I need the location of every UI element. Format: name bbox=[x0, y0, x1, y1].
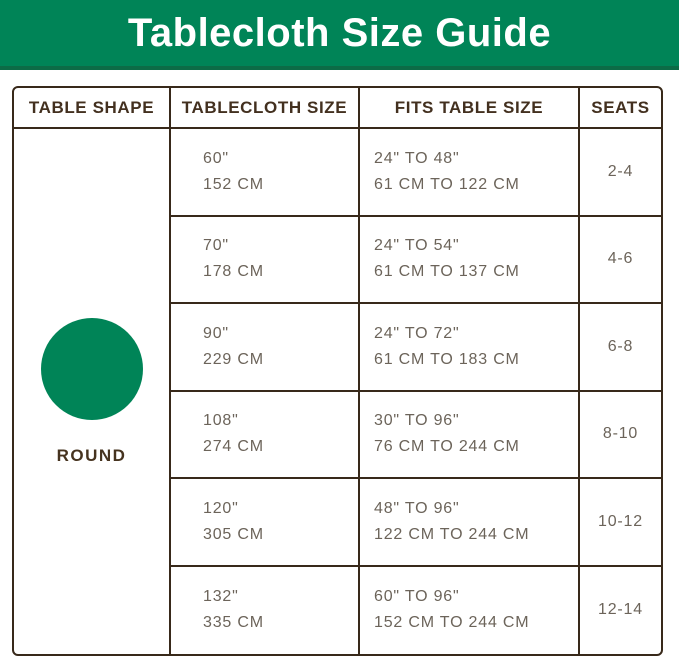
size-inch: 132" bbox=[203, 588, 239, 606]
fits-cm: 76 CM TO 244 CM bbox=[374, 438, 520, 456]
seats-value: 8-10 bbox=[602, 425, 639, 443]
table-row-2-size bbox=[171, 217, 360, 305]
size-inch: 60" bbox=[203, 149, 229, 167]
fits-cm: 152 CM TO 244 CM bbox=[374, 614, 530, 632]
table-row-3-seats bbox=[580, 304, 661, 392]
size-cm: 178 CM bbox=[203, 263, 264, 281]
table-row-6-size bbox=[171, 567, 360, 655]
fits-inch: 60" TO 96" bbox=[374, 588, 460, 606]
seats-value: 10-12 bbox=[598, 512, 643, 530]
fits-cm: 61 CM TO 122 CM bbox=[374, 175, 520, 193]
header-fits-table-size: FITS TABLE SIZE bbox=[360, 88, 580, 129]
table-row-1-seats bbox=[580, 129, 661, 217]
table-row-5-size bbox=[171, 479, 360, 567]
table-row-1-size bbox=[171, 129, 360, 217]
fits-cm: 122 CM TO 244 CM bbox=[374, 525, 530, 543]
seats-value: 2-4 bbox=[607, 162, 634, 180]
page-title: Tablecloth Size Guide bbox=[127, 10, 552, 55]
size-inch: 90" bbox=[203, 324, 229, 342]
size-cm: 335 CM bbox=[203, 614, 264, 632]
table-row-5-seats bbox=[580, 479, 661, 567]
size-inch: 120" bbox=[203, 499, 239, 517]
table-row-4-seats bbox=[580, 392, 661, 480]
table-row-4-size bbox=[171, 392, 360, 480]
size-inch: 70" bbox=[203, 237, 229, 255]
fits-inch: 24" TO 72" bbox=[374, 324, 460, 342]
table-row-4-fits bbox=[360, 392, 580, 480]
size-cm: 274 CM bbox=[203, 438, 264, 456]
size-cm: 229 CM bbox=[203, 350, 264, 368]
seats-value: 4-6 bbox=[607, 250, 634, 268]
fits-cm: 61 CM TO 137 CM bbox=[374, 263, 520, 281]
fits-inch: 24" TO 54" bbox=[374, 237, 460, 255]
shape-cell bbox=[14, 129, 171, 654]
table-row-6-seats bbox=[580, 567, 661, 655]
fits-inch: 30" TO 96" bbox=[374, 412, 460, 430]
round-circle-icon bbox=[41, 318, 143, 420]
table-row-3-size bbox=[171, 304, 360, 392]
table-row-1-fits bbox=[360, 129, 580, 217]
seats-value: 12-14 bbox=[598, 601, 643, 619]
table-row-5-fits bbox=[360, 479, 580, 567]
size-guide-table bbox=[12, 86, 663, 656]
fits-inch: 48" TO 96" bbox=[374, 499, 460, 517]
table-row-2-fits bbox=[360, 217, 580, 305]
header-tablecloth-size: TABLECLOTH SIZE bbox=[171, 88, 360, 129]
table-row-3-fits bbox=[360, 304, 580, 392]
seats-value: 6-8 bbox=[607, 337, 634, 355]
header-table-shape: TABLE SHAPE bbox=[14, 88, 171, 129]
size-cm: 152 CM bbox=[203, 175, 264, 193]
title-banner bbox=[0, 0, 679, 70]
shape-label: ROUND bbox=[56, 445, 127, 465]
size-inch: 108" bbox=[203, 412, 239, 430]
header-seats: SEATS bbox=[580, 88, 661, 129]
size-cm: 305 CM bbox=[203, 525, 264, 543]
table-row-2-seats bbox=[580, 217, 661, 305]
fits-inch: 24" TO 48" bbox=[374, 149, 460, 167]
fits-cm: 61 CM TO 183 CM bbox=[374, 350, 520, 368]
table-row-6-fits bbox=[360, 567, 580, 655]
